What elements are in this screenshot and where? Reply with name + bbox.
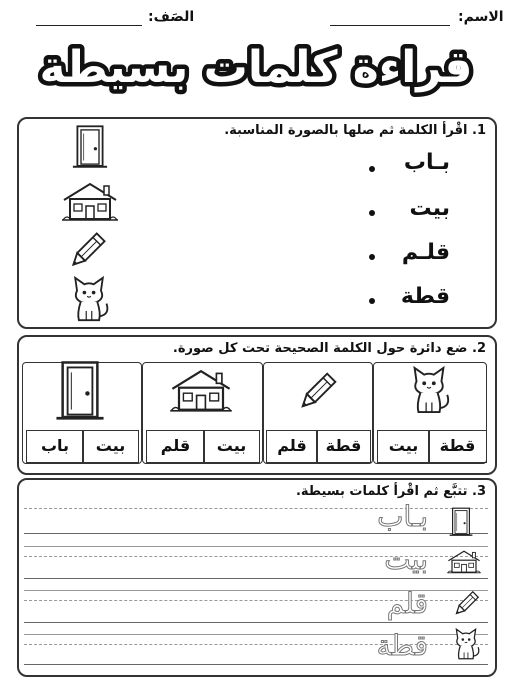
choice-right[interactable]: قطة [428, 430, 487, 463]
house-icon [168, 366, 234, 416]
choice-left[interactable]: باب [26, 430, 84, 463]
match-dot[interactable] [369, 298, 375, 304]
trace-word[interactable]: قطة [376, 629, 428, 662]
pencil-icon[interactable] [64, 228, 110, 274]
writing-base-line [24, 664, 488, 665]
house-icon[interactable] [60, 180, 120, 224]
choice-left[interactable]: قلم [146, 430, 205, 463]
pencil-icon [450, 588, 482, 620]
writing-base-line [24, 578, 488, 579]
trace-word[interactable]: قلم [386, 587, 428, 620]
writing-base-line [24, 622, 488, 623]
cat-icon[interactable] [66, 274, 112, 324]
door-icon [449, 507, 473, 537]
writing-base-line [24, 533, 488, 534]
trace-word[interactable]: بيت [384, 543, 428, 576]
choice-right[interactable]: بيت [203, 430, 260, 463]
match-word-cat[interactable]: قطة [400, 284, 450, 309]
cat-icon [405, 364, 453, 416]
name-label: الاسم: [458, 9, 504, 25]
class-field[interactable] [36, 25, 142, 26]
svg-text:قراءة كلمات بسيطة: قراءة كلمات بسيطة [39, 42, 473, 93]
cat-icon [450, 626, 482, 662]
match-dot[interactable] [369, 166, 375, 172]
choice-left[interactable]: بيت [377, 430, 430, 463]
match-word-house[interactable]: بيت [409, 196, 450, 221]
name-field[interactable] [330, 25, 450, 26]
choice-right[interactable]: قطة [316, 430, 371, 463]
house-icon [446, 548, 482, 576]
choice-right[interactable]: بيت [82, 430, 139, 463]
match-word-door[interactable]: بـاب [403, 150, 450, 175]
page-title [0, 36, 512, 98]
trace-word[interactable]: بـاب [377, 500, 428, 533]
match-word-pencil[interactable]: قلـم [401, 240, 450, 265]
match-dot[interactable] [369, 254, 375, 260]
section-1-instruction: 1. اقْرأ الكلمة ثم صلها بالصورة المناسبة. [224, 123, 486, 138]
class-label: الصَف: [148, 9, 195, 25]
section-2-instruction: 2. ضع دائرة حول الكلمة الصحيحة تحت كل صورة. [172, 341, 486, 356]
door-icon [50, 360, 110, 422]
pencil-icon [293, 368, 341, 416]
door-icon[interactable] [72, 124, 108, 170]
choice-left[interactable]: قلم [266, 430, 318, 463]
match-dot[interactable] [369, 210, 375, 216]
section-3-instruction: 3. تتبَّع ثم اقْرأ كلمات بسيطة. [295, 484, 486, 499]
